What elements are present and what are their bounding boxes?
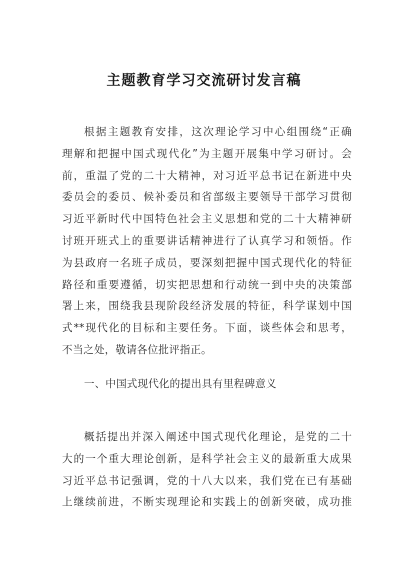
text-line: 上继续前进，不断实现理论和实践上的创新突破，成功推	[62, 496, 352, 509]
text-line: 习近平新时代中国特色社会主义思想和党的二十大精神研	[62, 213, 352, 226]
text-line: 理解和把握中国式现代化”为主题开展集中学习研讨。会	[62, 147, 352, 160]
text-line: 署上来，围绕我县现阶段经济发展的特征，科学谋划中国	[62, 300, 352, 313]
section-heading	[62, 374, 352, 396]
text-line: 路径和重要遵循，切实把思想和行动统一到中央的决策部	[62, 278, 352, 291]
paragraph-intro	[62, 122, 352, 362]
text-line: 前，重温了党的二十大精神，对习近平总书记在新进中央	[62, 169, 352, 182]
text-line: 概括提出并深入阐述中国式现代化理论，是党的二十	[84, 431, 352, 443]
text-line: 为县政府一名班子成员，要深刻把握中国式现代化的特征	[62, 256, 352, 269]
text-line: 不当之处，敬请各位批评指正。	[62, 343, 212, 356]
text-line: 式**现代化的目标和主要任务。下面，谈些体会和思考，	[62, 322, 352, 335]
text-line: 根据主题教育安排，这次理论学习中心组围绕“正确	[84, 126, 352, 138]
text-line: 习近平总书记强调，党的十八大以来，我们党在已有基础	[62, 474, 352, 487]
paragraph-section1	[62, 427, 352, 514]
text-line: 大的一个重大理论创新，是科学社会主义的最新重大成果	[62, 452, 352, 465]
heading-text: 一、中国式现代化的提出具有里程碑意义	[84, 378, 277, 390]
text-line: 委员会的委员、候补委员和省部级主要领导干部学习贯彻	[62, 191, 352, 204]
document-title: 主题教育学习交流研讨发言稿	[106, 73, 302, 89]
text-line: 讨班开班式上的重要讲话精神进行了认真学习和领悟。作	[62, 234, 352, 247]
